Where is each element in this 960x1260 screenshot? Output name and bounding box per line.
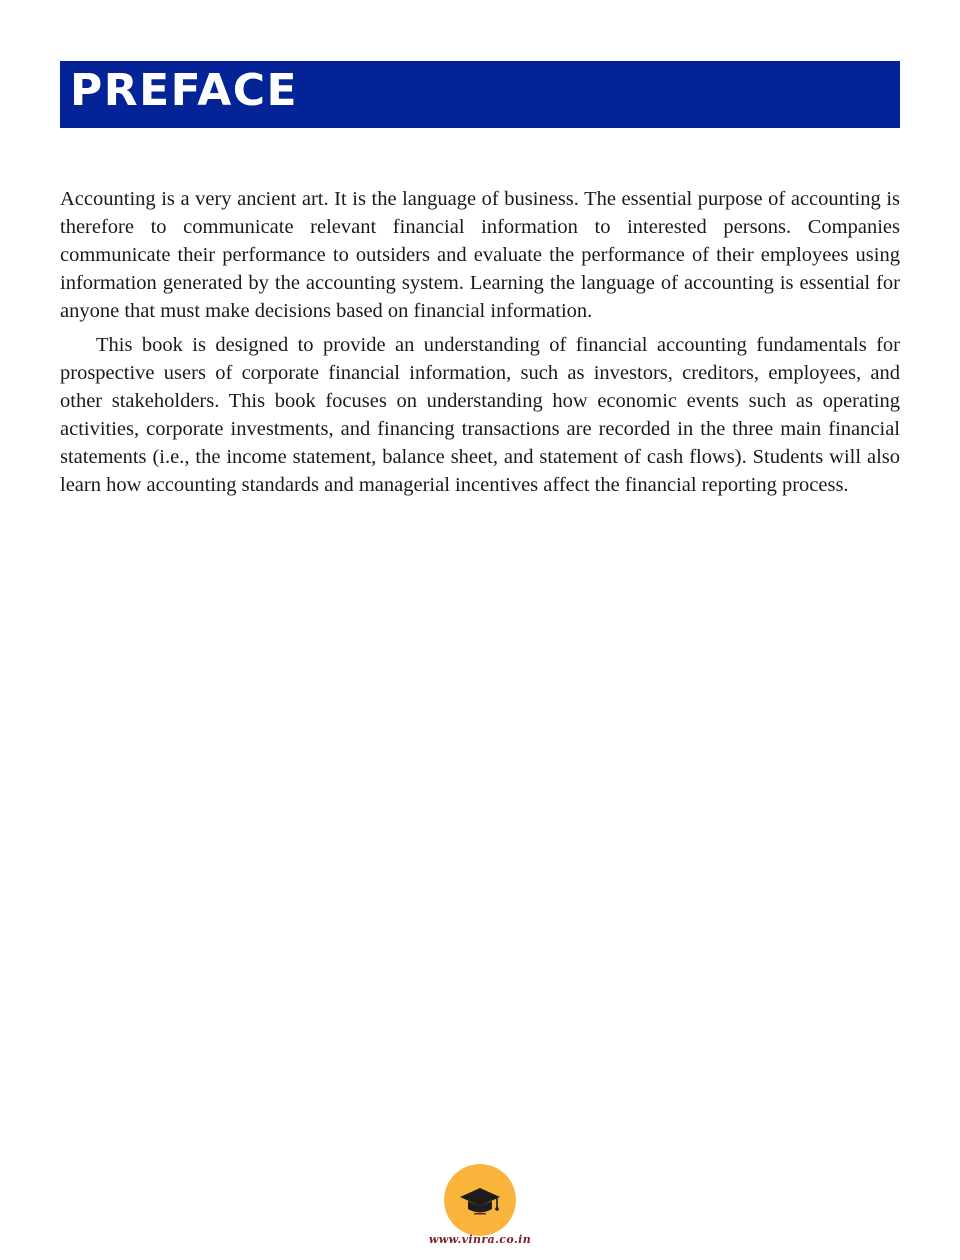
logo-circle [444, 1164, 516, 1236]
paragraph-2: This book is designed to provide an understanding of financial accounting fundamentals for prospective users of corporate financial information, such as investors, creditors, employees, and other stakeholders. This book focuses on understanding how economic events such as operating activities, corporate investments, and financing transactions are recorded in the three main financial statements (i.e., the income statement, balance sheet, and statement of cash flows). Students will also learn how accounting standards and managerial incentives affect the financial reporting process. [60, 334, 900, 496]
graduation-cap-icon [444, 1164, 516, 1236]
footer-url: www.vinra.co.in [428, 1233, 532, 1246]
preface-body [60, 185, 900, 499]
page-title: PREFACE [70, 65, 299, 116]
footer-logo [444, 1164, 516, 1236]
paragraph-1: Accounting is a very ancient art. It is the language of business. The essential purpose of accounting is therefore to communicate relevant financial information to interested persons. Companies communicate their performance to outsiders and evaluate the performance of their employees using information generated by the accounting system. Learning the language of accounting is essential for anyone that must make decisions based on financial information. [60, 188, 900, 322]
header-bar [60, 61, 900, 128]
